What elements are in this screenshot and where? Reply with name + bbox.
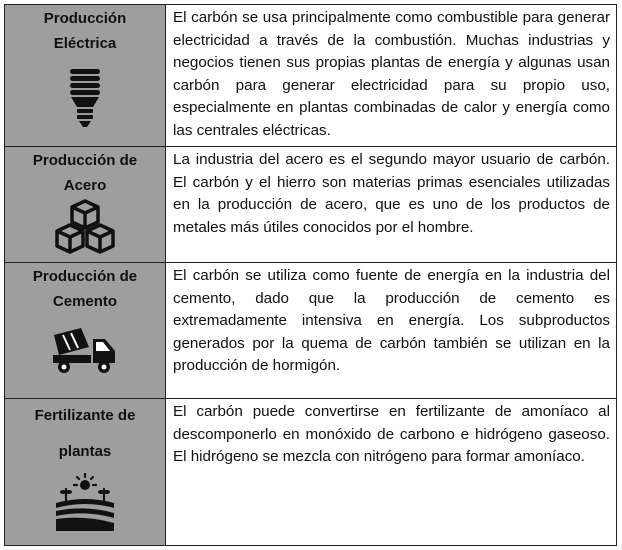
category-title-line1: Producción de — [32, 268, 138, 285]
category-title-line2: plantas — [58, 443, 112, 460]
description-text: El carbón puede convertirse en fertilizante de amoníaco al descomponerlo en monóxido de carbono e hidrógeno gaseoso. El hidrógeno se mezcla con nitrógeno para formar amoníaco. — [173, 403, 610, 466]
category-title-line1: Fertilizante de — [34, 407, 136, 424]
category-title-line1: Producción — [43, 10, 127, 27]
table-row — [5, 5, 616, 147]
table-row — [5, 263, 616, 399]
category-cell — [5, 399, 166, 545]
description-cell — [166, 399, 616, 545]
farm-field-sun-icon — [54, 473, 116, 538]
light-bulb-icon — [68, 67, 102, 134]
table-row — [5, 399, 616, 545]
category-title-line2: Eléctrica — [53, 35, 117, 52]
category-title-line1: Producción de — [32, 152, 138, 169]
description-text: La industria del acero es el segundo mayor usuario de carbón. El carbón y el hierro son materias primas esenciales utilizadas en la producción de acero, que es uno de los productos de metales más útiles conocidos por el hombre. — [173, 151, 610, 236]
description-cell — [166, 147, 616, 262]
category-cell — [5, 5, 166, 146]
stacked-cubes-icon — [53, 198, 117, 259]
table-row — [5, 147, 616, 263]
coal-uses-table — [4, 4, 617, 546]
category-cell — [5, 147, 166, 262]
category-title-line2: Acero — [63, 177, 107, 194]
category-cell — [5, 263, 166, 398]
description-cell — [166, 263, 616, 398]
description-text: El carbón se utiliza como fuente de energía en la industria del cemento, dado que la producción de cemento es extremadamente intensiva en energía. Los subproductos generados por la quema de carbón también se utilizan en la producción de hormigón. — [173, 267, 610, 375]
category-title-line2: Cemento — [52, 293, 118, 310]
description-cell — [166, 5, 616, 146]
description-text: El carbón se usa principalmente como combustible para generar electricidad a través de la combustión. Muchas industrias y negocios tienen sus propias plantas de energía y algunas usan carbón para generar electricidad para su propio uso, especialmente en plantas combinadas de calor y energía como las centrales eléctricas. — [173, 9, 610, 139]
cement-mixer-truck-icon — [51, 325, 119, 380]
